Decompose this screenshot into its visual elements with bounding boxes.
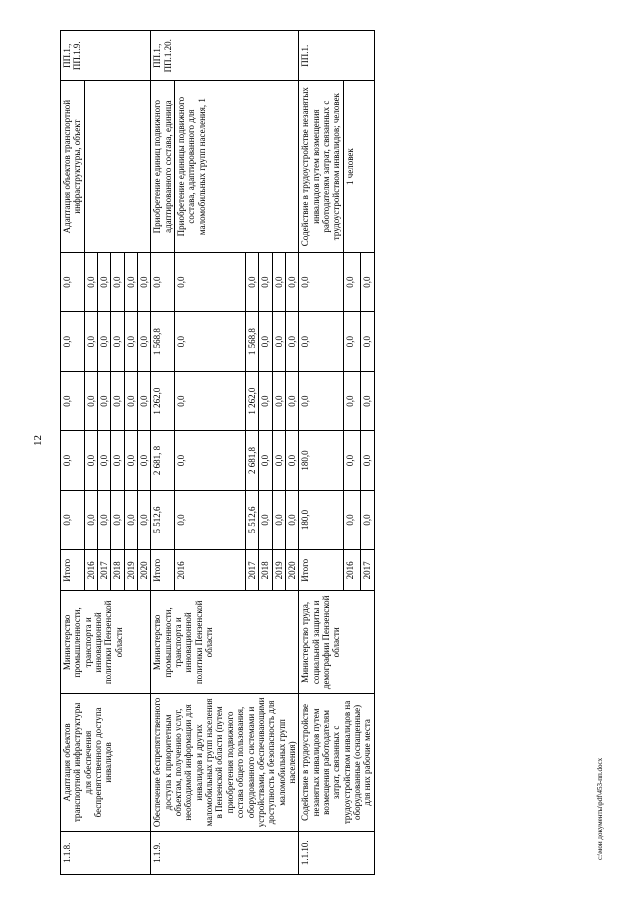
value-cell: 0,0 [343, 490, 361, 549]
item-executor: Министерство промышленности, транспорта и инновационной политики Пензенской области [151, 591, 299, 694]
year-cell: 2016 [175, 550, 246, 591]
rotated-table-sheet [60, 30, 580, 875]
value-cell: 0,0 [175, 371, 246, 430]
value-cell: 0,0 [98, 431, 111, 490]
value-cell: 0,0 [111, 490, 124, 549]
value-cell: 0,0 [272, 312, 285, 371]
value-cell: 0,0 [138, 371, 151, 430]
year-cell: 2017 [98, 550, 111, 591]
table-row [61, 31, 85, 875]
year-cell: 2020 [285, 550, 298, 591]
value-cell: 5 512,6 [151, 490, 175, 549]
value-cell: 0,0 [343, 252, 361, 311]
value-cell: 2 681, 8 [151, 431, 175, 490]
year-cell: 2018 [259, 550, 272, 591]
value-cell: 0,0 [343, 431, 361, 490]
year-cell: 2019 [124, 550, 137, 591]
value-cell: 0,0 [272, 252, 285, 311]
indicator-cell: 1 человек [343, 81, 374, 253]
value-cell: 0,0 [111, 252, 124, 311]
year-cell: 2018 [111, 550, 124, 591]
value-cell: 0,0 [259, 252, 272, 311]
value-cell: 1 568,8 [151, 312, 175, 371]
indicator-cell: Приобретение единиц подвижного адаптированного состава, единица [151, 81, 175, 253]
year-cell: 2016 [343, 550, 361, 591]
value-cell: 0,0 [84, 252, 97, 311]
item-number: 1.1.8. [61, 831, 151, 874]
value-cell: 0,0 [124, 312, 137, 371]
value-cell: 0,0 [272, 490, 285, 549]
year-cell: 2020 [138, 550, 151, 591]
subprogram-cell: ПП.1. [299, 31, 374, 81]
value-cell: 0,0 [361, 431, 374, 490]
value-cell: 0,0 [84, 490, 97, 549]
value-cell: 0,0 [285, 371, 298, 430]
value-cell: 0,0 [259, 431, 272, 490]
value-cell: 0,0 [343, 312, 361, 371]
value-cell: 0,0 [111, 312, 124, 371]
value-cell: 0,0 [124, 490, 137, 549]
value-cell: 1 568,8 [245, 312, 258, 371]
year-cell: 2017 [361, 550, 374, 591]
value-cell: 0,0 [138, 431, 151, 490]
value-cell: 0,0 [285, 312, 298, 371]
value-cell: 0,0 [124, 371, 137, 430]
value-cell: 0,0 [175, 312, 246, 371]
table-row [299, 31, 343, 875]
item-name: Содействие в трудоустройстве незанятых инвалидов путем возмещения работодателям затрат, связанных с трудоустройством инвалидов на оборудованные (оснащенные) для них рабочие места [299, 694, 374, 831]
footer-file-path: c:\мои документы\pdf\453-пп.docx [596, 757, 604, 860]
indicator-cell: Адаптация объектов транспортной инфраструктуры, объект [61, 81, 85, 253]
value-cell: 0,0 [111, 371, 124, 430]
value-cell: 0,0 [138, 252, 151, 311]
value-cell: 0,0 [245, 252, 258, 311]
value-cell: 0,0 [84, 371, 97, 430]
indicator-cell: Приобретение единицы подвижного состава, адаптированного для маломобильных групп населения, 1 [175, 81, 299, 253]
value-cell: 0,0 [285, 252, 298, 311]
value-cell: 0,0 [61, 252, 85, 311]
year-cell: 2016 [84, 550, 97, 591]
value-cell: 0,0 [138, 490, 151, 549]
value-cell: 0,0 [124, 431, 137, 490]
value-cell: 0,0 [111, 431, 124, 490]
value-cell: 0,0 [285, 431, 298, 490]
value-cell: 0,0 [84, 431, 97, 490]
value-cell: 1 262,0 [151, 371, 175, 430]
value-cell: 0,0 [272, 371, 285, 430]
value-cell: 0,0 [259, 490, 272, 549]
item-executor: Министерство промышленности, транспорта и инновационной политики Пензенской области [61, 591, 151, 694]
value-cell: 0,0 [61, 371, 85, 430]
indicator-cell: Содействие в трудоустройстве незанятых инвалидов путем возмещения работодателям затрат, связанных с трудоустройством инвалидов; человек [299, 81, 343, 253]
page-number: 12 [32, 435, 44, 446]
year-cell: 2019 [272, 550, 285, 591]
year-cell: Итого [61, 550, 85, 591]
value-cell: 0,0 [299, 371, 343, 430]
value-cell: 0,0 [175, 431, 246, 490]
value-cell: 0,0 [285, 490, 298, 549]
value-cell: 0,0 [98, 312, 111, 371]
value-cell: 0,0 [272, 431, 285, 490]
value-cell: 0,0 [343, 371, 361, 430]
indicator-cell [84, 81, 151, 253]
value-cell: 5 512,6 [245, 490, 258, 549]
value-cell: 2 681,8 [245, 431, 258, 490]
value-cell: 0,0 [124, 252, 137, 311]
table-row [151, 31, 175, 875]
year-cell: Итого [151, 550, 175, 591]
item-number: 1.1.10. [299, 831, 374, 874]
value-cell: 0,0 [175, 490, 246, 549]
value-cell: 0,0 [61, 431, 85, 490]
year-cell: 2017 [245, 550, 258, 591]
subprogram-cell: ПП.1., ПП.1.20. [151, 31, 299, 81]
value-cell: 0,0 [259, 371, 272, 430]
value-cell: 0,0 [84, 312, 97, 371]
item-name: Обеспечение беспрепятственного доступа к приоритетным объектам, получению услуг, необходимой информации для инвалидов и других маломобильных групп населения в Пензенской области (путем приобретения подвижного состава общего пользования, оборудованного системами и устройствами, обеспечивающими доступность и безопасность для маломобильных групп населения) [151, 694, 299, 831]
value-cell: 0,0 [299, 252, 343, 311]
value-cell: 0,0 [98, 371, 111, 430]
value-cell: 0,0 [61, 312, 85, 371]
value-cell: 0,0 [259, 312, 272, 371]
item-executor: Министерство труда, социальной защиты и демографии Пензенской области [299, 591, 374, 694]
year-cell: Итого [299, 550, 343, 591]
value-cell: 0,0 [361, 312, 374, 371]
value-cell: 0,0 [61, 490, 85, 549]
value-cell: 0,0 [361, 490, 374, 549]
value-cell: 0,0 [138, 312, 151, 371]
value-cell: 0,0 [361, 371, 374, 430]
value-cell: 0,0 [299, 312, 343, 371]
subprogram-cell: ПП.1., ПП.1.9. [61, 31, 151, 81]
item-name: Адаптация объектов транспортной инфраструктуры для обеспечения беспрепятственного доступа инвалидов [61, 694, 151, 831]
value-cell: 0,0 [361, 252, 374, 311]
item-number: 1.1.9. [151, 831, 299, 874]
value-cell: 0,0 [98, 252, 111, 311]
program-table [60, 30, 375, 875]
value-cell: 180,0 [299, 490, 343, 549]
value-cell: 1 262,0 [245, 371, 258, 430]
value-cell: 0,0 [175, 252, 246, 311]
value-cell: 0,0 [151, 252, 175, 311]
value-cell: 180,0 [299, 431, 343, 490]
value-cell: 0,0 [98, 490, 111, 549]
